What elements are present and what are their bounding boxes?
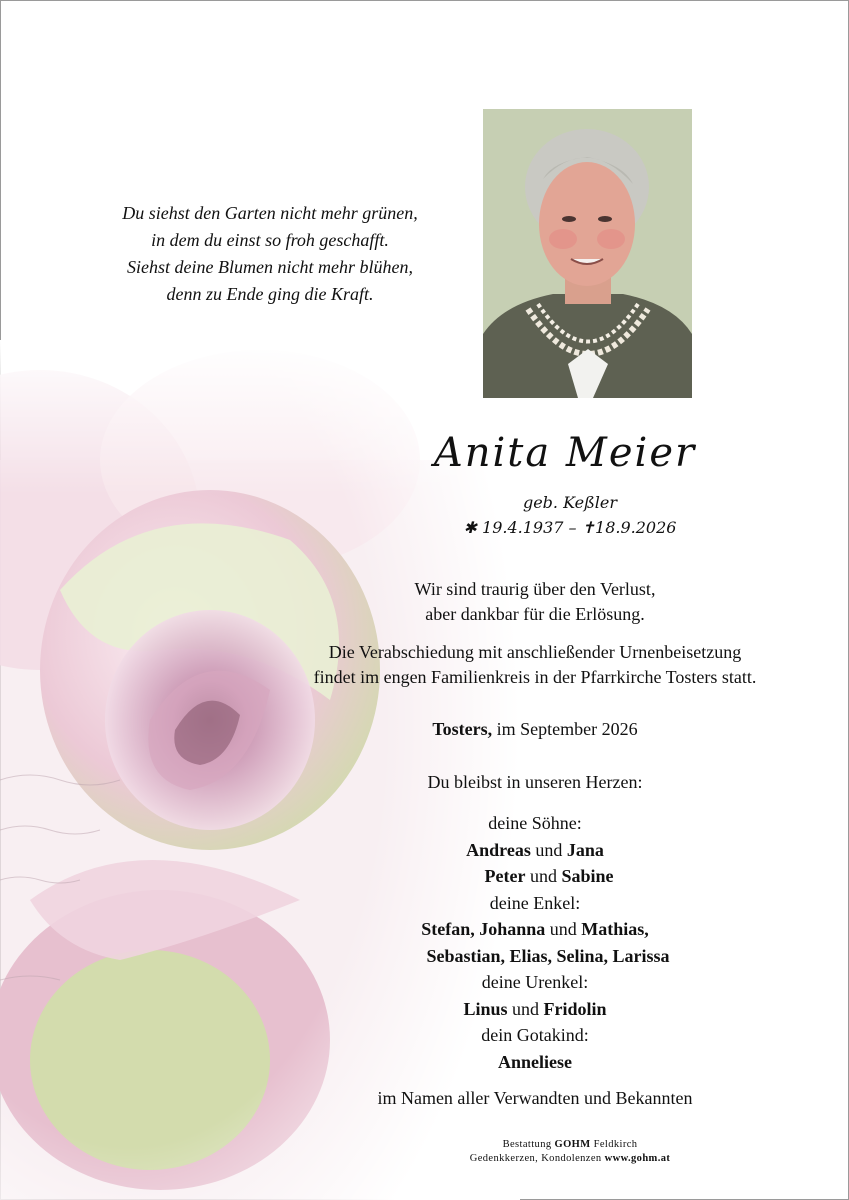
message-line: aber dankbar für die Erlösung. xyxy=(425,604,645,624)
and-text: und xyxy=(549,919,577,939)
and-text: und xyxy=(535,839,563,860)
footer-text: Feldkirch xyxy=(593,1139,638,1150)
poem-line: Du siehst den Garten nicht mehr grünen, xyxy=(122,203,418,223)
ceremony-block xyxy=(300,640,770,690)
godchild-label: dein Gotakind: xyxy=(481,1025,589,1045)
grandchild-name: Johanna xyxy=(479,919,546,939)
and-text: und xyxy=(529,866,557,886)
poem-line: in dem du einst so froh geschafft. xyxy=(151,230,389,250)
family-list xyxy=(300,810,770,1075)
birth-star-icon: ✱ xyxy=(463,518,477,537)
footer-website[interactable]: www.gohm.at xyxy=(604,1153,671,1164)
cross-icon: ✝ xyxy=(581,518,596,537)
partner-name: Sabine xyxy=(561,866,614,886)
closing-line: im Namen aller Verwandten und Bekannten xyxy=(377,1088,693,1108)
heart-line: Du bleibst in unseren Herzen: xyxy=(427,772,643,792)
memorial-poem xyxy=(70,200,470,308)
footer-text: Bestattung xyxy=(502,1139,552,1150)
sons-label: deine Söhne: xyxy=(488,813,582,833)
place-date xyxy=(300,717,770,742)
grandchildren-row xyxy=(300,916,770,943)
son-row xyxy=(300,863,770,890)
message-block xyxy=(300,577,770,627)
partner-name: Jana xyxy=(566,839,604,860)
grandchildren-row: Sebastian, Elias, Selina, Larissa xyxy=(426,945,670,966)
death-date: 18.9.2026 xyxy=(595,518,677,537)
grandchildren-label: deine Enkel: xyxy=(489,892,581,913)
birth-name: geb. Keßler xyxy=(522,493,618,512)
poem-line: Siehst deine Blumen nicht mehr blühen, xyxy=(127,257,413,277)
funeral-home-footer xyxy=(400,1138,740,1166)
life-dates: ✱ 19.4.1937 – ✝18.9.2026 xyxy=(463,518,677,537)
son-row xyxy=(300,837,770,864)
son-name: Andreas xyxy=(466,839,531,860)
godchild-name: Anneliese xyxy=(498,1051,572,1072)
great-grandchild-name: Linus xyxy=(463,998,508,1019)
ceremony-line: Die Verabschiedung mit anschließender Urnenbeisetzung xyxy=(328,642,742,662)
ceremony-line: findet im engen Familienkreis in der Pfarrkirche Tosters statt. xyxy=(313,667,757,687)
place: Tosters, xyxy=(432,719,493,739)
date: im September 2026 xyxy=(496,719,638,739)
great-grandchild-name: Fridolin xyxy=(543,998,607,1019)
footer-brand: GOHM xyxy=(554,1139,591,1150)
footer-text: Gedenkkerzen, Kondolenzen xyxy=(469,1153,602,1164)
poem-line: denn zu Ende ging die Kraft. xyxy=(166,284,374,304)
message-line: Wir sind traurig über den Verlust, xyxy=(414,579,656,599)
son-name: Peter xyxy=(484,866,526,886)
and-text: und xyxy=(512,998,540,1019)
grandchild-name: Stefan, xyxy=(421,919,475,939)
great-grandchildren-label: deine Urenkel: xyxy=(481,972,589,992)
great-grandchildren-row xyxy=(300,996,770,1023)
deceased-name: Anita Meier xyxy=(433,430,697,476)
portrait-photo xyxy=(483,109,692,398)
birth-date: 19.4.1937 xyxy=(482,518,564,537)
grandchild-name: Mathias, xyxy=(581,919,649,939)
